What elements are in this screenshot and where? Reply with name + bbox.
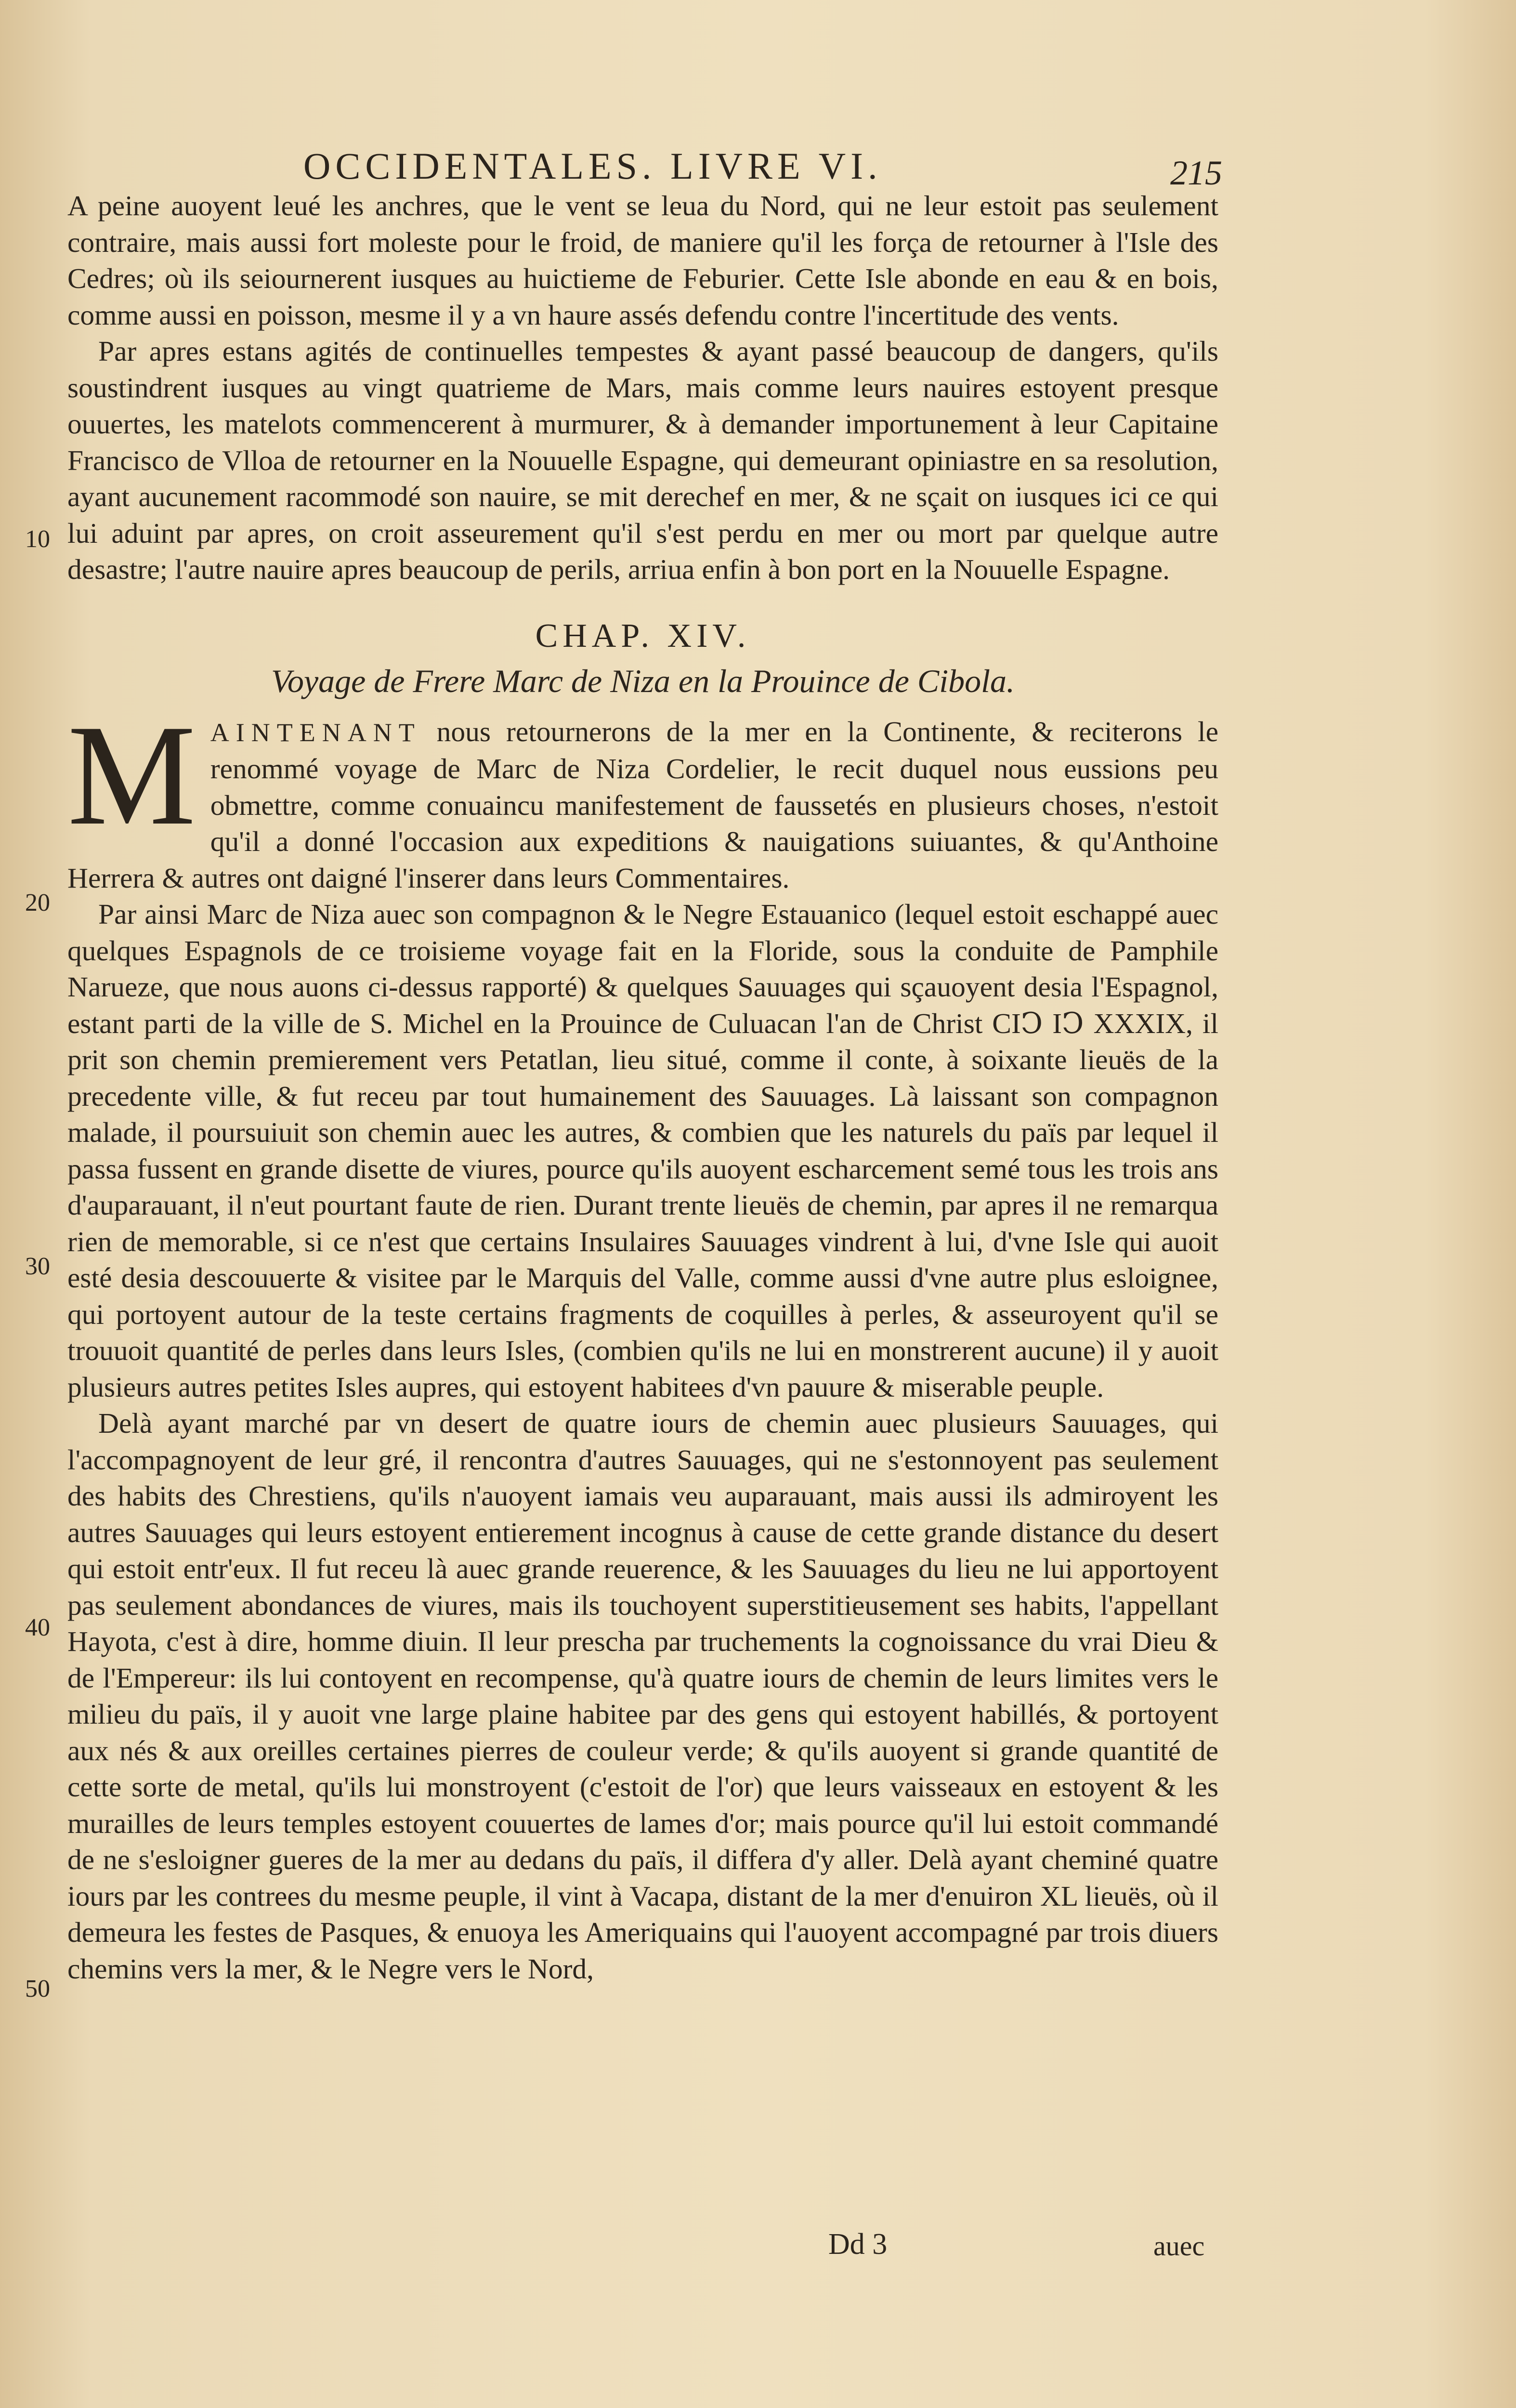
signature-mark: Dd 3 [828,2228,888,2261]
line-number: 20 [25,889,50,916]
opening-small-caps: AINTENANT [210,718,421,747]
chapter-opening-paragraph [67,694,1218,897]
main-text [67,188,1218,1987]
chapter-subtitle: Voyage de Frere Marc de Niza en la Prouince de Cibola. [271,662,1015,699]
paragraph: A peine auoyent leué les anchres, que le vent se leua du Nord, qui ne leur estoit pas seulement contraire, mais aussi fort moleste pour le froid, de maniere qu'il les força de retourner à l'Isle des Cedres; où ils seiournerent iusques au huictieme de Feburier. Cette Isle abonde en eau & en bois, comme aussi en poisson, mesme il y a vn haure assés defendu contre l'incertitude des vents. [67,190,1218,331]
drop-capital: M [67,694,196,855]
paragraph: Delà ayant marché par vn desert de quatre iours de chemin auec plusieurs Sauuages, qui l'accompagnoyent de leur gré, il rencontra d'autres Sauuages, qui ne s'estonnoyent pas seulement des habits des Chrestiens, qu'ils n'auoyent iamais veu auparauant, mais aussi ils admiroyent les autres Sauuages qui leurs estoyent entierement incognus à cause de cette grande distance du desert qui estoit entr'eux. Il fut receu là auec grande reuerence, & les Sauuages du lieu ne lui apportoyent pas seulement abondances de viures, mais ils touchoyent superstitieusement ses habits, l'appellant Hayota, c'est à dire, homme diuin. Il leur prescha par truchements la cognoissance du vrai Dieu & de l'Empereur: ils lui contoyent en recompense, qu'à quatre iours de chemin de leurs limites vers le milieu du païs, il y auoit vne large plaine habitee par des gens qui estoyent habillés, & portoyent aux nés & aux oreilles certaines pierres de couleur verde; & qu'ils auoyent si grande quantité de cette sorte de metal, qu'ils lui monstroyent (c'estoit de l'or) que leurs vaisseaux en estoyent & les murailles de leurs temples estoyent couuertes de lames d'or; mais pource qu'il lui estoit commandé de ne s'esloigner gueres de la mer au dedans du païs, il differa d'y aller. Delà ayant cheminé quatre iours par les contrees du mesme peuple, il vint à Vacapa, distant de la mer d'enuiron XL lieuës, où il demeura les festes de Pasques, & enuoya les Ameriquains qui l'auoyent accompagné par trois diuers chemins vers la mer, & le Negre vers le Nord, [67,1407,1218,1985]
chapter-heading: CHAP. XIV. [535,617,751,654]
catchword: auec [1153,2230,1205,2262]
running-head: OCCIDENTALES. LIVRE VI. [303,145,882,187]
line-number: 10 [25,525,50,553]
page-number: 215 [1170,154,1222,192]
line-number: 50 [25,1975,50,2002]
paragraph: Par apres estans agités de continuelles tempestes & ayant passé beaucoup de dangers, qu'ils soustindrent iusques au vingt quatrieme de Mars, mais comme leurs nauires estoyent presque ouuertes, les matelots commencerent à murmurer, & à demander importunement à leur Capitaine Francisco de Vlloa de retourner en la Nouuelle Espagne, qui demeurant opiniastre en sa resolution, ayant aucunement racommodé son nauire, se mit derechef en mer, & ne sçait on iusques ici ce qui lui aduint par apres, on croit asseurement qu'il s'est perdu en mer ou mort par quelque autre desastre; l'autre nauire apres beaucoup de perils, arriua enfin à bon port en la Nouuelle Espagne. [67,335,1218,585]
paragraph: Par ainsi Marc de Niza auec son compagnon & le Negre Estauanico (lequel estoit eschappé auec quelques Espagnols de ce troisieme voyage fait en la Floride, sous la conduite de Pamphile Narueze, que nous auons ci-dessus rapporté) & quelques Sauuages qui sçauoyent desia l'Espagnol, estant parti de la ville de S. Michel en la Prouince de Culuacan l'an de Christ CIↃ IↃ XXXIX, il prit son chemin premierement vers Petatlan, lieu situé, comme il conte, à soixante lieuës de la precedente ville, & fut receu par tout humainement des Sauuages. Là laissant son compagnon malade, il poursuiuit son chemin auec les autres, & combien que les naturels du païs par lequel il passa fussent en grande disette de viures, pource qu'ils auoyent escharcement semé tous les trois ans d'auparauant, il n'eut pourtant faute de rien. Durant trente lieuës de chemin, par apres il ne remarqua rien de memorable, si ce n'est que certains Insulaires Sauuages vindrent à lui, d'vne Isle qui auoit esté desia descouuerte & visitee par le Marquis del Valle, comme aussi d'vne autre plus esloignee, qui portoyent autour de la teste certains fragments de coquilles à perles, & asseuroyent qu'il se trouuoit quantité de perles dans leurs Isles, (combien qu'ils ne lui en monstrerent aucune) il y auoit plusieurs autres petites Isles aupres, qui estoyent habitees d'vn pauure & miserable peuple. [67,898,1218,1403]
line-number: 30 [25,1253,50,1280]
paragraph-text: nous retournerons de la mer en la Continente, & reciterons le renommé voyage de Marc de Niza Cordelier, le recit duquel nous eussions peu obmettre, comme conuaincu manifestement de faussetés en plusieurs choses, n'estoit qu'il a donné l'occasion aux expeditions & nauigations suiuantes, & qu'Anthoine Herrera & autres ont daigné l'inserer dans leurs Commentaires. [67,715,1218,894]
line-number: 40 [25,1614,50,1641]
